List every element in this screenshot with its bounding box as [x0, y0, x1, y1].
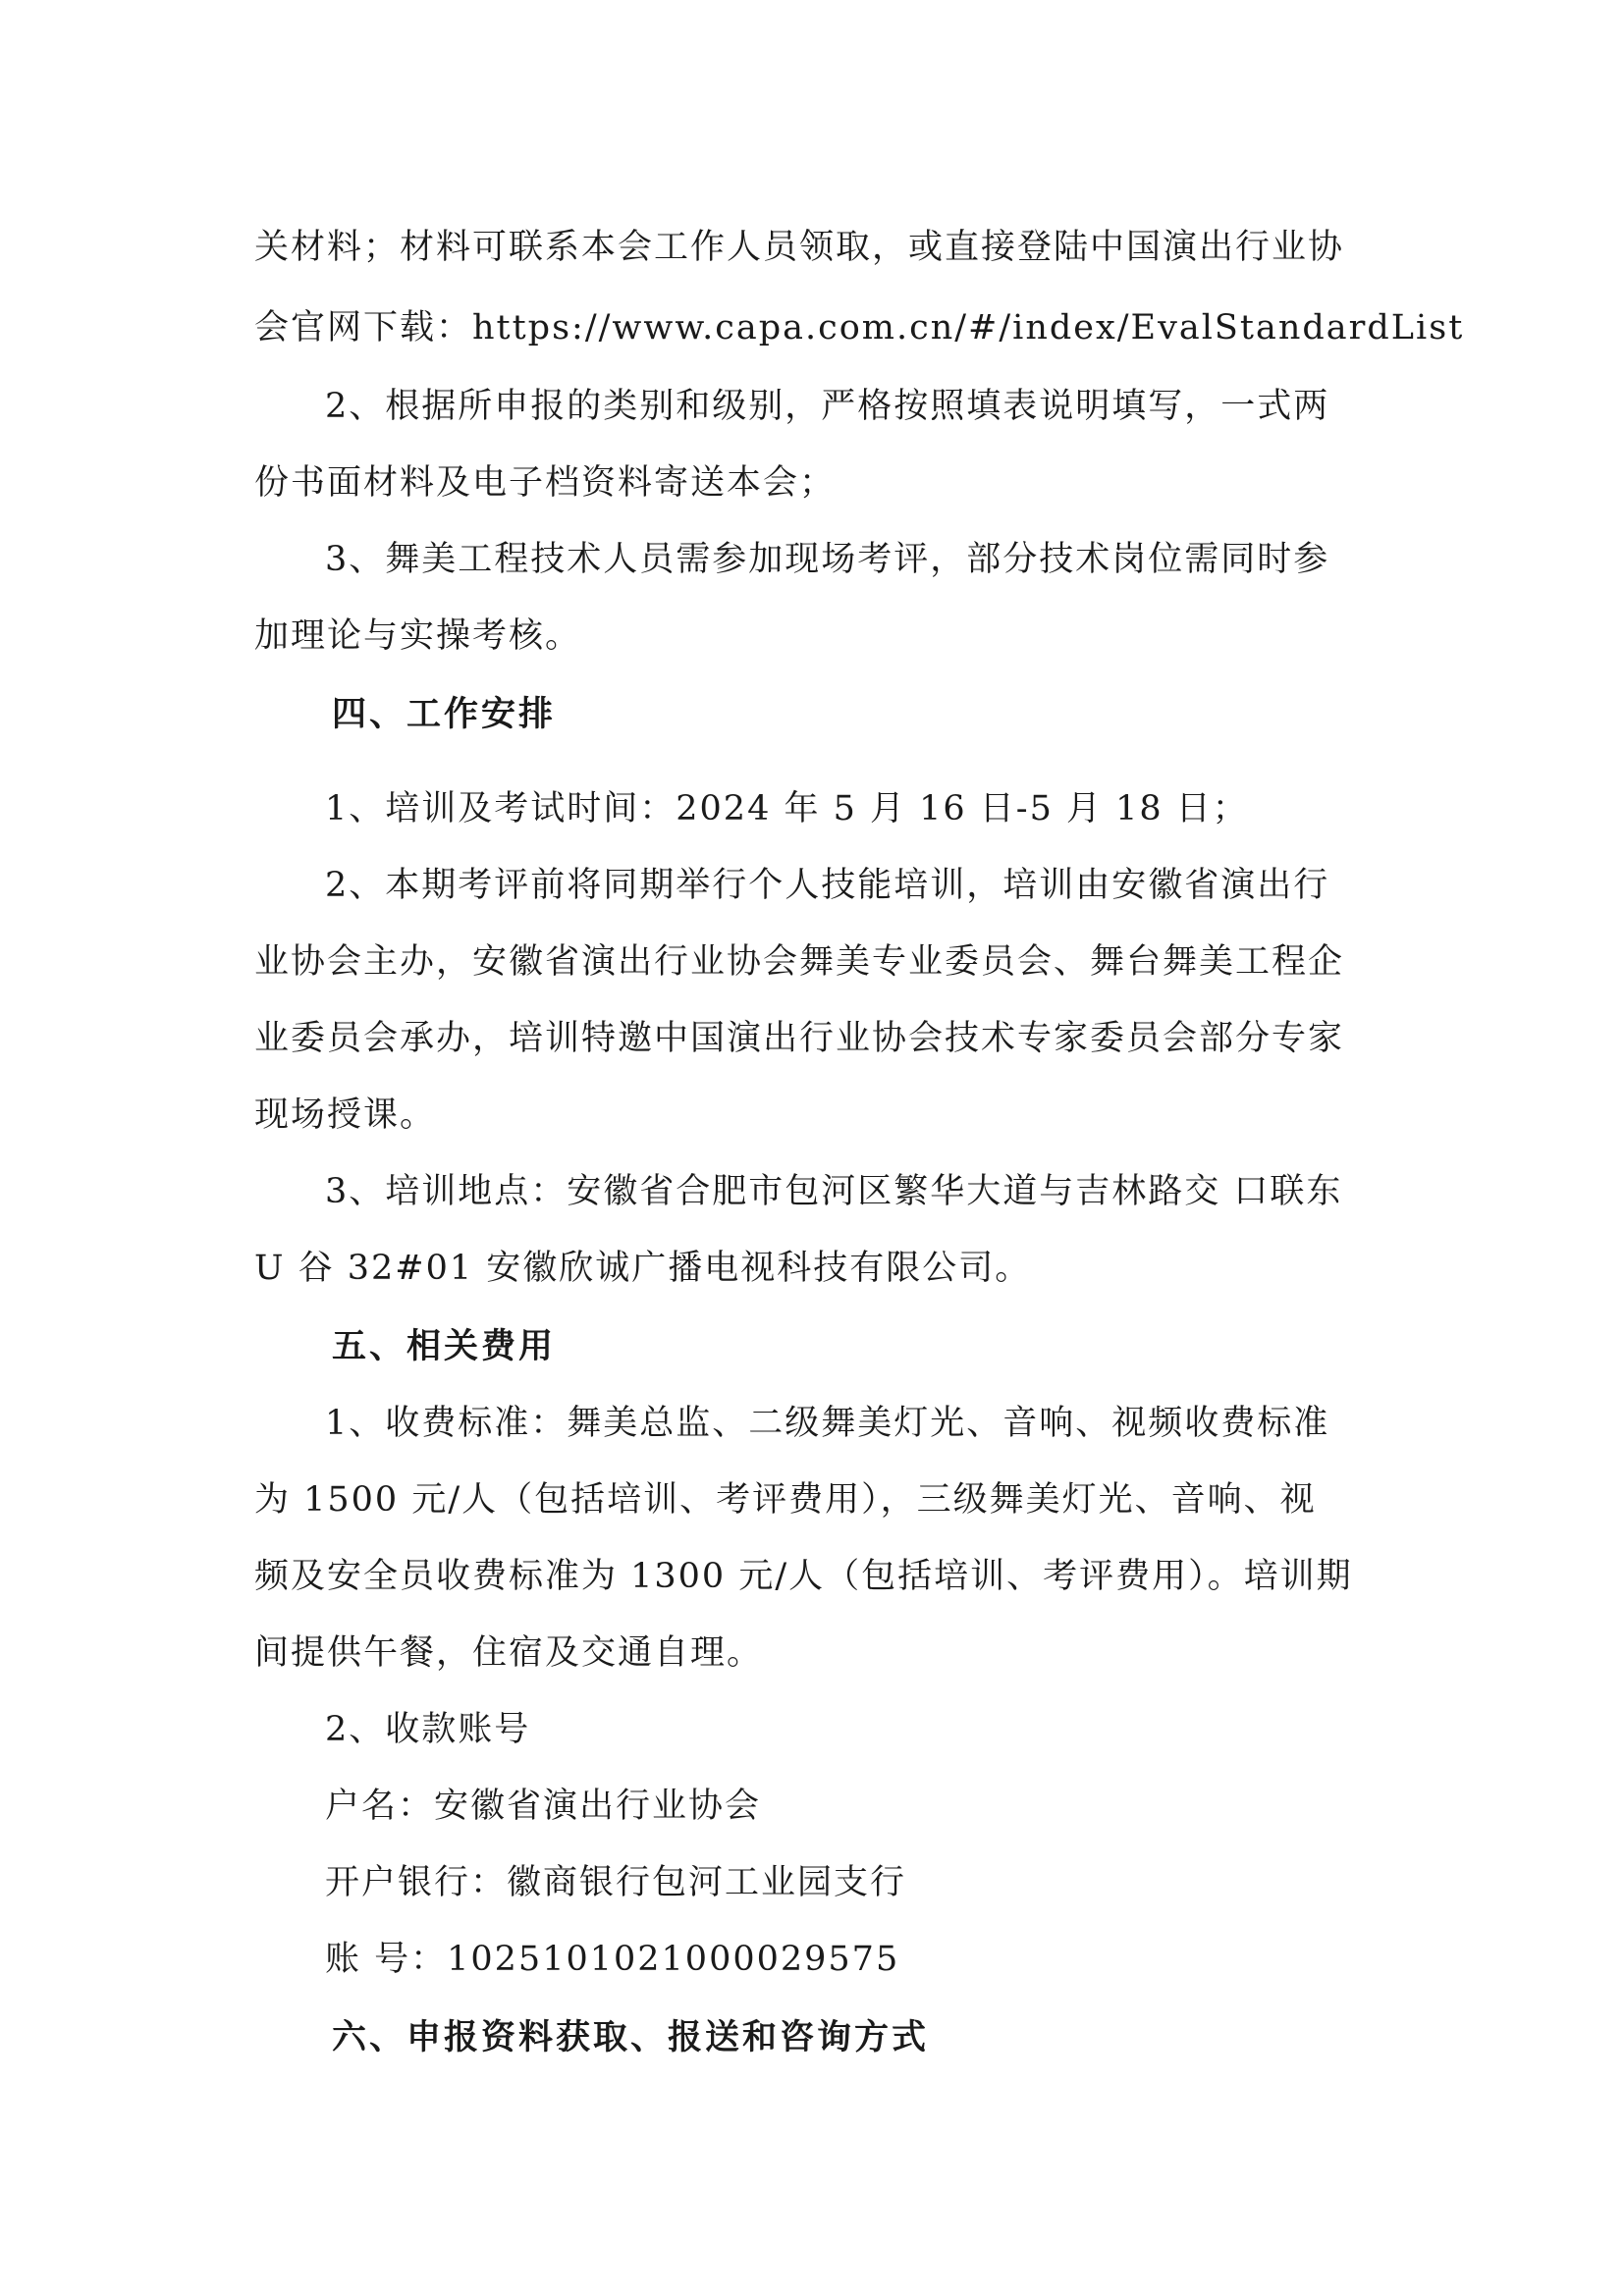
- paragraph-line: 1、收费标准：舞美总监、二级舞美灯光、音响、视频收费标准: [325, 1404, 1330, 1443]
- paragraph-line: 业委员会承办，培训特邀中国演出行业协会技术专家委员会部分专家: [254, 1019, 1345, 1058]
- account-number-line: 账 号：10251010210000​29575: [325, 1940, 900, 1979]
- paragraph-line: 2、根据所申报的类别和级别，严格按照填表说明填写，一式两: [325, 387, 1330, 426]
- account-name-line: 户名：安徽省演出行业协会: [325, 1787, 762, 1826]
- paragraph-line: 2、本期考评前将同期举行个人技能培训，培训由安徽省演出行: [325, 866, 1330, 905]
- paragraph-line: 现场授课。: [254, 1095, 437, 1135]
- paragraph-line: 间提供午餐，住宿及交通自理。: [254, 1633, 764, 1673]
- paragraph-line: 为 1500 元/人（包括培训、考评费用），三级舞美灯光、音响、视: [254, 1480, 1317, 1520]
- paragraph-line: U 谷 32#01 安徽欣诚广播电视科技有限公司。: [254, 1249, 1032, 1288]
- paragraph-line: 会官网下载：https://www.capa.com.cn/#/index/EvalStandardList: [254, 308, 1465, 347]
- paragraph-line: 份书面材料及电子档资料寄送本会；: [254, 463, 837, 503]
- section-heading-4: 四、工作安排: [332, 694, 557, 734]
- paragraph-line: 2、收款账号: [325, 1710, 531, 1749]
- paragraph-line: 3、培训地点：安徽省合肥市包河区繁华大道与吉林路交 口联东: [325, 1172, 1343, 1211]
- paragraph-line: 1、培训及考试时间：2024 年 5 月 16 日-5 月 18 日；: [325, 789, 1249, 828]
- paragraph-line: 3、舞美工程技术人员需参加现场考评，部分技术岗位需同时参: [325, 540, 1330, 579]
- paragraph-line: 关材料；材料可联系本会工作人员领取，或直接登陆中国演出行业协: [254, 228, 1345, 267]
- section-heading-6: 六、申报资料获取、报送和咨询方式: [332, 2017, 930, 2057]
- paragraph-line: 业协会主办，安徽省演出行业协会舞美专业委员会、舞台舞美工程企: [254, 942, 1345, 982]
- section-heading-5: 五、相关费用: [332, 1326, 557, 1366]
- bank-name-line: 开户银行：徽商银行包河工业园支行: [325, 1863, 907, 1902]
- paragraph-line: 频及安全员收费标准为 1300 元/人（包括培训、考评费用）。培训期: [254, 1557, 1353, 1596]
- paragraph-line: 加理论与实操考核。: [254, 616, 582, 656]
